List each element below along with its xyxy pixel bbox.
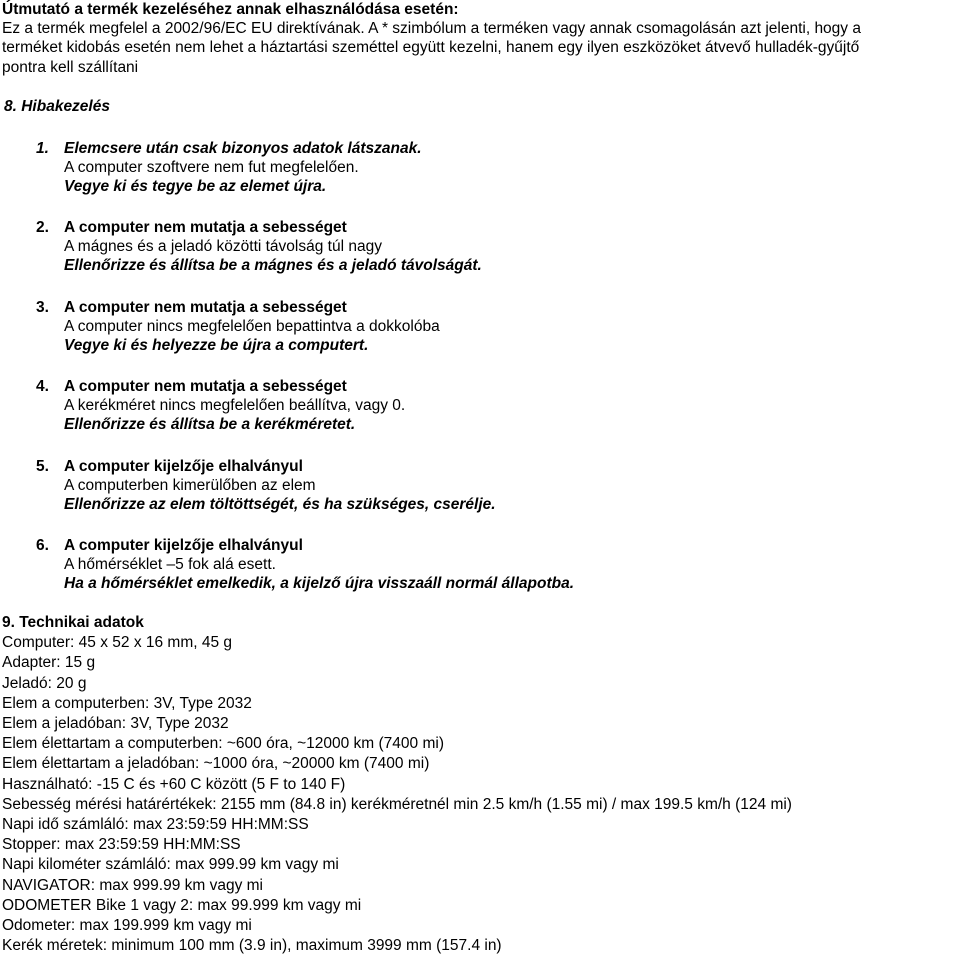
specs-section bbox=[2, 613, 792, 956]
spec-line: Használható: -15 C és +60 C között (5 F to 140 F) bbox=[2, 775, 346, 793]
item-cause: A computerben kimerülőben az elem bbox=[64, 477, 316, 495]
spec-line: Odometer: max 199.999 km vagy mi bbox=[2, 917, 252, 935]
troubleshooting-item bbox=[36, 377, 405, 435]
item-cause: A kerékméret nincs megfelelően beállítva, vagy 0. bbox=[64, 397, 406, 415]
troubleshooting-item bbox=[36, 457, 496, 515]
disposal-text-line: terméket kidobás esetén nem lehet a háztartási szeméttel együtt kezelni, hanem egy ilyen eszközöket átvevő hulladék-gyűjtő bbox=[2, 39, 860, 57]
item-solution: Vegye ki és helyezze be újra a computert. bbox=[64, 337, 369, 355]
item-problem: A computer nem mutatja a sebességet bbox=[64, 299, 347, 316]
disposal-text-line: Ez a termék megfelel a 2002/96/EC EU direktívának. A * szimbólum a terméken vagy annak csomagolásán azt jelenti, hogy a bbox=[2, 20, 861, 38]
spec-line: Stopper: max 23:59:59 HH:MM:SS bbox=[2, 836, 241, 854]
item-number: 5. bbox=[36, 458, 49, 475]
item-solution: Ellenőrizze az elem töltöttségét, és ha szükséges, cserélje. bbox=[64, 496, 496, 514]
item-number: 1. bbox=[36, 140, 49, 157]
spec-line: Elem a jeladóban: 3V, Type 2032 bbox=[2, 715, 229, 733]
spec-line: Kerék méretek: minimum 100 mm (3.9 in), maximum 3999 mm (157.4 in) bbox=[2, 937, 502, 955]
item-problem: A computer kijelzője elhalványul bbox=[64, 537, 303, 554]
spec-line: Adapter: 15 g bbox=[2, 654, 96, 672]
spec-line: Elem élettartam a computerben: ~600 óra, ~12000 km (7400 mi) bbox=[2, 735, 444, 753]
troubleshooting-item bbox=[36, 298, 440, 356]
troubleshooting-item bbox=[36, 218, 482, 276]
item-problem: A computer nem mutatja a sebességet bbox=[64, 378, 347, 395]
spec-line: Elem a computerben: 3V, Type 2032 bbox=[2, 694, 252, 712]
item-number: 4. bbox=[36, 378, 49, 395]
troubleshooting-item bbox=[36, 536, 574, 594]
spec-line: NAVIGATOR: max 999.99 km vagy mi bbox=[2, 876, 263, 894]
troubleshooting-item bbox=[36, 139, 422, 197]
spec-line: Napi kilométer számláló: max 999.99 km vagy mi bbox=[2, 856, 339, 874]
item-number: 2. bbox=[36, 219, 49, 236]
spec-line: Sebesség mérési határértékek: 2155 mm (84.8 in) kerékméretnél min 2.5 km/h (1.55 mi) / max 199.5 km/h (124 mi) bbox=[2, 795, 792, 813]
spec-line: ODOMETER Bike 1 vagy 2: max 99.999 km vagy mi bbox=[2, 896, 362, 914]
disposal-section bbox=[2, 0, 861, 77]
item-problem: Elemcsere után csak bizonyos adatok látszanak. bbox=[64, 140, 422, 157]
item-cause: A hőmérséklet –5 fok alá esett. bbox=[64, 556, 276, 574]
item-number: 3. bbox=[36, 299, 49, 316]
spec-line: Napi idő számláló: max 23:59:59 HH:MM:SS bbox=[2, 816, 309, 834]
item-problem: A computer nem mutatja a sebességet bbox=[64, 219, 347, 236]
spec-line: Computer: 45 x 52 x 16 mm, 45 g bbox=[2, 634, 233, 652]
item-cause: A mágnes és a jeladó közötti távolság túl nagy bbox=[64, 238, 382, 256]
specs-title: 9. Technikai adatok bbox=[2, 614, 144, 631]
item-problem: A computer kijelzője elhalványul bbox=[64, 458, 303, 475]
item-cause: A computer nincs megfelelően bepattintva a dokkolóba bbox=[64, 318, 440, 336]
disposal-text-line: pontra kell szállítani bbox=[2, 58, 139, 76]
spec-line: Elem élettartam a jeladóban: ~1000 óra, ~20000 km (7400 mi) bbox=[2, 755, 430, 773]
item-solution: Vegye ki és tegye be az elemet újra. bbox=[64, 178, 327, 196]
item-solution: Ha a hőmérséklet emelkedik, a kijelző újra visszaáll normál állapotba. bbox=[64, 575, 575, 593]
item-solution: Ellenőrizze és állítsa be a mágnes és a jeladó távolságát. bbox=[64, 257, 482, 275]
item-number: 6. bbox=[36, 537, 49, 554]
troubleshooting-title: 8. Hibakezelés bbox=[4, 98, 110, 115]
item-cause: A computer szoftvere nem fut megfelelően. bbox=[64, 159, 359, 177]
spec-line: Jeladó: 20 g bbox=[2, 674, 87, 692]
disposal-title: Útmutató a termék kezeléséhez annak elhasználódása esetén: bbox=[2, 1, 459, 18]
item-solution: Ellenőrizze és állítsa be a kerékméretet. bbox=[64, 416, 356, 434]
